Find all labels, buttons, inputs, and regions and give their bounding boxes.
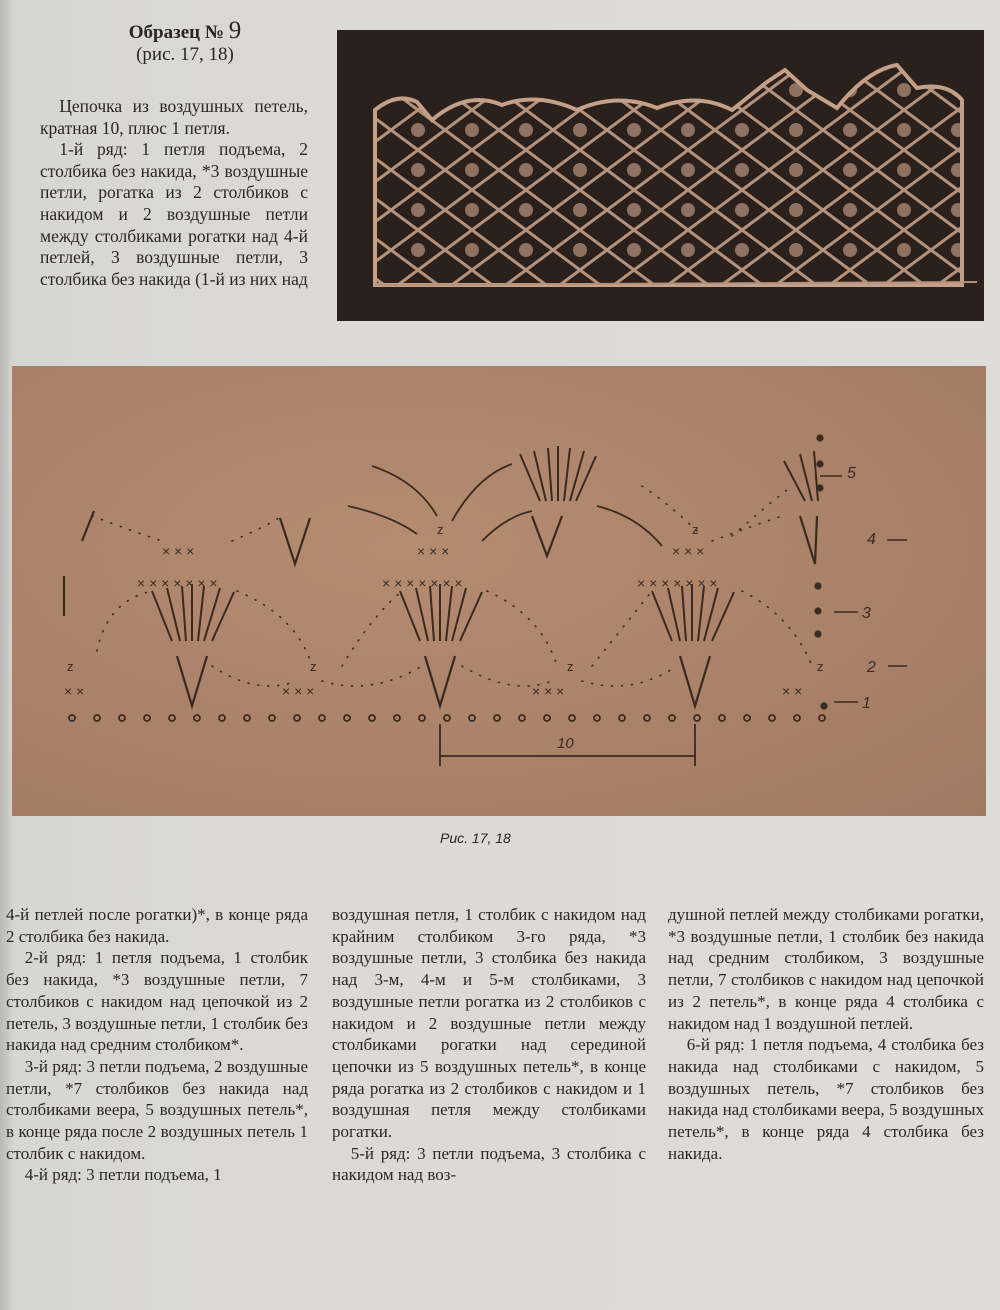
svg-text:z: z [310, 659, 317, 674]
figure-caption: Рис. 17, 18 [440, 830, 511, 846]
paragraph: душной петлей между столбиками рогатки, *3 воздушные петли, 1 столбик без накида над средним столбиком, 3 воздушные петли, 7 столбиков с накидом над цепочкой из 2 петель*, в конце ряда 4 столбика с накидом над 1 воздушной петлей. [668, 905, 984, 1033]
row-labels [847, 465, 876, 712]
svg-text:5: 5 [847, 465, 856, 482]
direction-arrows [348, 464, 662, 546]
pattern-number: 9 [228, 17, 242, 44]
pattern-header [60, 17, 310, 66]
foundation-chain [69, 715, 825, 721]
svg-text:3: 3 [862, 605, 871, 622]
svg-text:z: z [437, 522, 444, 537]
text-column-2 [332, 904, 646, 1186]
svg-text:× × ×: × × × [162, 543, 195, 559]
paragraph: воздушная петля, 1 столбик с накидом над крайним столбиком 3-го ряда, *3 воздушные петли, 3 столбика без накида над 3-м, 4-м и 5-м столбиками, 3 воздушные петли рогатка из 2 столбиков с накидом и 2 воздушные петли между столбиками рогатки над серединой цепочки из 5 воздушных петель*, в конце ряда рогатка из 2 столбиков с накидом и 1 воздушная петля между столбиками рогатки. [332, 905, 646, 1142]
svg-text:2: 2 [867, 659, 876, 676]
lace-photo-image [337, 30, 984, 321]
repeat-label: 10 [557, 735, 574, 752]
svg-text:× × × × × × ×: × × × × × × × [382, 575, 463, 591]
text-column-3 [668, 904, 984, 1164]
paragraph: 5-й ряд: 3 петли подъема, 3 столбика с накидом над воз- [332, 1143, 646, 1185]
crochet-chart [12, 366, 986, 816]
figure-reference: (рис. 17, 18) [136, 44, 234, 65]
svg-text:1: 1 [862, 695, 871, 712]
lace-sample-photo [337, 30, 984, 321]
paragraph: 3-й ряд: 3 петли подъема, 2 воздушные петли, *7 столбиков без накида над столбиками веера, 5 воздушных петель*, в конце ряда после 2 воздушных петель 1 столбик с накидом. [6, 1056, 308, 1163]
svg-text:× × × × × × ×: × × × × × × × [637, 575, 718, 591]
intro-paragraph: Цепочка из воздушных петель, кратная 10, плюс 1 петля. [40, 96, 308, 138]
svg-text:z: z [817, 659, 824, 674]
svg-text:z: z [67, 659, 74, 674]
svg-text:z: z [692, 522, 699, 537]
paragraph: 6-й ряд: 1 петля подъема, 4 столбика без накида над столбиками с накидом, 5 воздушных петель, *7 столбиков без накида над столбиками веера, 5 воздушных петель*, в конце ряда 4 столбика без накида. [668, 1035, 984, 1163]
edge-marks [64, 436, 827, 709]
svg-text:× ×: × × [782, 683, 803, 699]
intro-text [40, 96, 308, 290]
svg-text:× × ×: × × × [282, 683, 315, 699]
pattern-title [60, 17, 310, 44]
paragraph: 2-й ряд: 1 петля подъема, 1 столбик без накида, *3 воздушные петли, 7 столбиков с накидом над цепочкой из 2 петель, 3 воздушные петли, 1 столбик без накида над средним столбиком*. [6, 948, 308, 1055]
svg-text:× × ×: × × × [417, 543, 450, 559]
svg-text:× × ×: × × × [532, 683, 565, 699]
svg-text:4: 4 [867, 531, 876, 548]
title-text: Образец № [128, 22, 224, 43]
svg-text:× × × × × × ×: × × × × × × × [137, 575, 218, 591]
text-column-1 [6, 904, 308, 1186]
paragraph: 4-й ряд: 3 петли подъема, 1 [24, 1165, 222, 1185]
svg-text:× × ×: × × × [672, 543, 705, 559]
svg-text:× ×: × × [64, 683, 85, 699]
svg-text:z: z [567, 659, 574, 674]
crochet-chart-drawing [12, 366, 986, 816]
paragraph: 4-й петлей после рогатки)*, в конце ряда 2 столбика без накида. [6, 905, 308, 946]
intro-paragraph: 1-й ряд: 1 петля подъема, 2 столбика без накида, *3 воздушные петли, рогатка из 2 столбиков с накидом и 2 воздушные петли между столбиками рогатки над 4-й петлей, 3 воздушные петли, 3 столбика без накида (1-й из них над [40, 139, 308, 289]
fan-stitches [152, 446, 818, 641]
repeat-bracket [440, 724, 695, 766]
row-label-arrows [820, 476, 907, 702]
single-crochet-marks [64, 522, 824, 699]
